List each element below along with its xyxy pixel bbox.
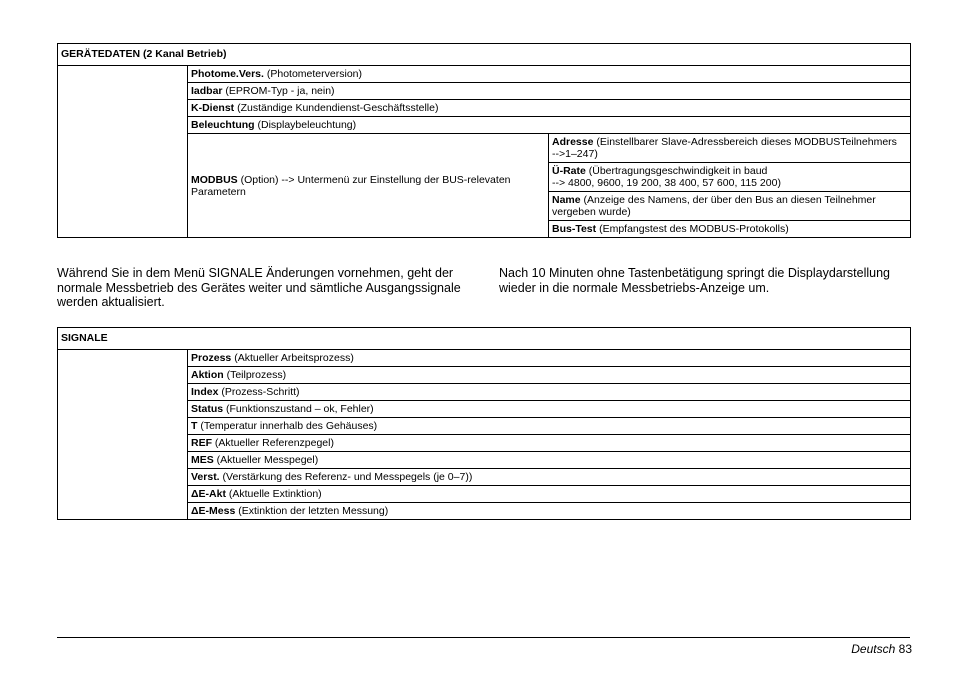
signale-table: [57, 327, 911, 520]
signal-entry: Aktion (Teilprozess): [188, 367, 911, 384]
signal-entry: Prozess (Aktueller Arbeitsprozess): [188, 350, 911, 367]
empty-cell: [58, 66, 188, 238]
submenu-entry-bus-test: Bus-Test (Empfangstest des MODBUS-Protokolls): [549, 221, 911, 238]
empty-cell: [58, 350, 188, 520]
geraetedaten-title: GERÄTEDATEN (2 Kanal Betrieb): [58, 44, 911, 66]
menu-entry-iadbar: Iadbar (EPROM-Typ - ja, nein): [188, 83, 911, 100]
menu-entry-photometer: Photome.Vers. (Photometerversion): [188, 66, 911, 83]
table-row: [58, 66, 911, 83]
menu-entry-modbus: MODBUS (Option) --> Untermenü zur Einstellung der BUS-relevaten Parametern: [188, 134, 549, 238]
paragraph-timeout-info: Nach 10 Minuten ohne Tastenbetätigung springt die Displaydarstellung wieder in die normale Messbetriebs-Anzeige um.: [499, 266, 890, 295]
geraetedaten-table: [57, 43, 911, 238]
signal-entry: T (Temperatur innerhalb des Gehäuses): [188, 418, 911, 435]
signal-entry: ΔE-Akt (Aktuelle Extinktion): [188, 486, 911, 503]
signal-entry: ΔE-Mess (Extinktion der letzten Messung): [188, 503, 911, 520]
footer-divider: [57, 637, 910, 638]
page-footer: [851, 642, 912, 656]
table-row: [58, 350, 911, 367]
submenu-entry-adresse: Adresse (Einstellbarer Slave-Adressbereich dieses MODBUSTeilnehmers -->1–247): [549, 134, 911, 163]
signal-entry: REF (Aktueller Referenzpegel): [188, 435, 911, 452]
signal-entry: Status (Funktionszustand – ok, Fehler): [188, 401, 911, 418]
signale-title: SIGNALE: [58, 328, 911, 350]
submenu-entry-name: Name (Anzeige des Namens, der über den Bus an diesen Teilnehmer vergeben wurde): [549, 192, 911, 221]
menu-entry-beleuchtung: Beleuchtung (Displaybeleuchtung): [188, 117, 911, 134]
menu-entry-k-dienst: K-Dienst (Zuständige Kundendienst-Geschäftsstelle): [188, 100, 911, 117]
footer-language: Deutsch: [851, 642, 896, 656]
submenu-entry-ue-rate: Ü-Rate (Übertragungsgeschwindigkeit in baud --> 4800, 9600, 19 200, 38 400, 57 600, 115 200): [549, 163, 911, 192]
page-number: 83: [898, 642, 912, 656]
signal-entry: Index (Prozess-Schritt): [188, 384, 911, 401]
signal-entry: MES (Aktueller Messpegel): [188, 452, 911, 469]
signal-entry: Verst. (Verstärkung des Referenz- und Messpegels (je 0–7)): [188, 469, 911, 486]
paragraph-signale-info: Während Sie in dem Menü SIGNALE Änderungen vornehmen, geht der normale Messbetrieb des Gerätes weiter und sämtliche Ausgangssignale werden aktualisiert.: [57, 266, 461, 309]
